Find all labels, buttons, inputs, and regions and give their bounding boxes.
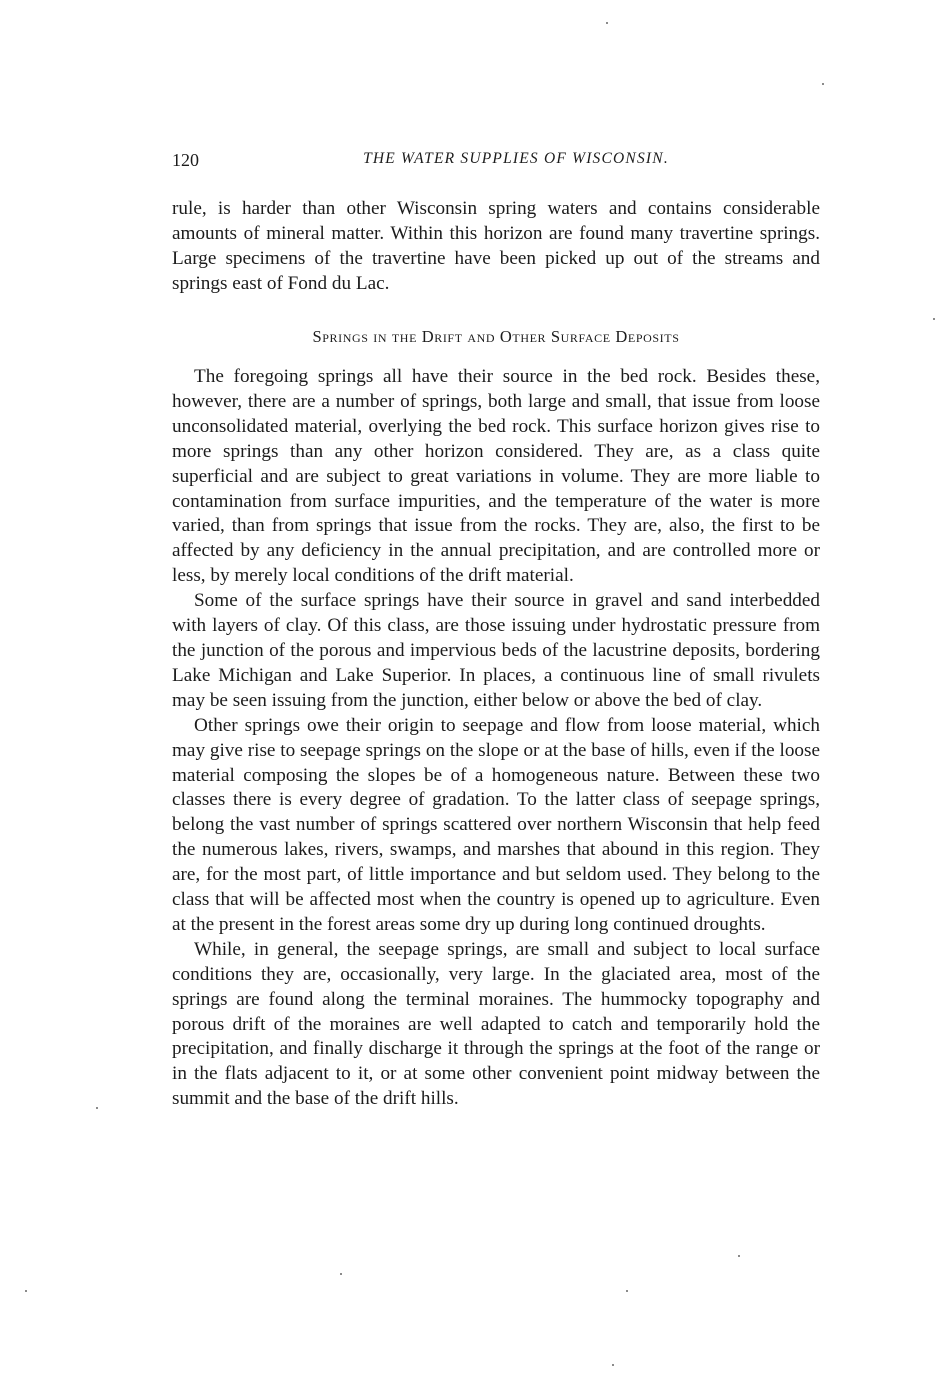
page-number: 120 [172,150,199,170]
paragraph: Other springs owe their origin to seepage and flow from loose material, which may give rise to seepage springs on the slope or at the base of hills, even if the loose material composing the slopes be of a homogeneous nature. Between these two classes there is every degree of gradation. To the latter class of seepage springs, belong the vast number of springs scattered over northern Wisconsin that help feed the numerous lakes, rivers, swamps, and marshes that abound in this region. They are, for the most part, of little importance and but seldom used. They belong to the class that will be affected most when the country is opened up to agriculture. Even at the present in the forest areas some dry up during long continued droughts. [172,714,820,935]
paragraph: While, in general, the seepage springs, are small and subject to local surface conditions they are, occasionally, very large. In the glaciated area, most of the springs are found along the terminal moraines. The hummocky topography and porous drift of the moraines are well adapted to catch and temporarily hold the precipitation, and finally discharge it through the springs at the foot of the range or in the flats adjacent to it, or at some other convenient point midway between the summit and the base of the drift hills. [172,938,820,1110]
scan-speck [25,1290,27,1292]
scan-speck [626,1290,628,1292]
paragraph: The foregoing springs all have their source in the bed rock. Besides these, however, there are a number of springs, both large and small, that issue from loose unconsolidated material, overlying the bed rock. This surface horizon gives rise to more springs than any other horizon considered. They are, as a class quite superficial and are subject to great variations in volume. They are more liable to contamination from surface impurities, and the temperature of the water is more varied, than from springs that issue from the rocks. They are, also, the first to be affected by any deficiency in the annual precipitation, and are controlled more or less, by merely local conditions of the drift material. [172,366,820,587]
running-head [172,150,820,174]
scan-speck [612,1364,614,1366]
paragraph: Some of the surface springs have their source in gravel and sand interbedded with layers of clay. Of this class, are those issuing under hydrostatic pressure from the junction of the porous and impervious beds of the lacustrine deposits, bordering Lake Michigan and Lake Superior. In places, a continuous line of small rivulets may be seen issuing from the junction, either below or above the bed of clay. [172,590,820,711]
continuation-paragraph: rule, is harder than other Wisconsin spring waters and contains considerable amounts of mineral matter. Within this horizon are found many travertine springs. Large specimens of the travertine have been picked up out of the streams and springs east of Fond du Lac. [172,198,820,294]
scan-speck [738,1255,740,1257]
scan-speck [933,318,935,320]
section-heading: Springs in the Drift and Other Surface Deposits [312,327,680,346]
running-title: THE WATER SUPPLIES OF WISCONSIN. [363,150,669,167]
section-body [172,365,820,1112]
scan-speck [822,83,824,85]
scan-speck [96,1107,98,1109]
scan-speck [340,1273,342,1275]
scan-speck [606,22,608,24]
